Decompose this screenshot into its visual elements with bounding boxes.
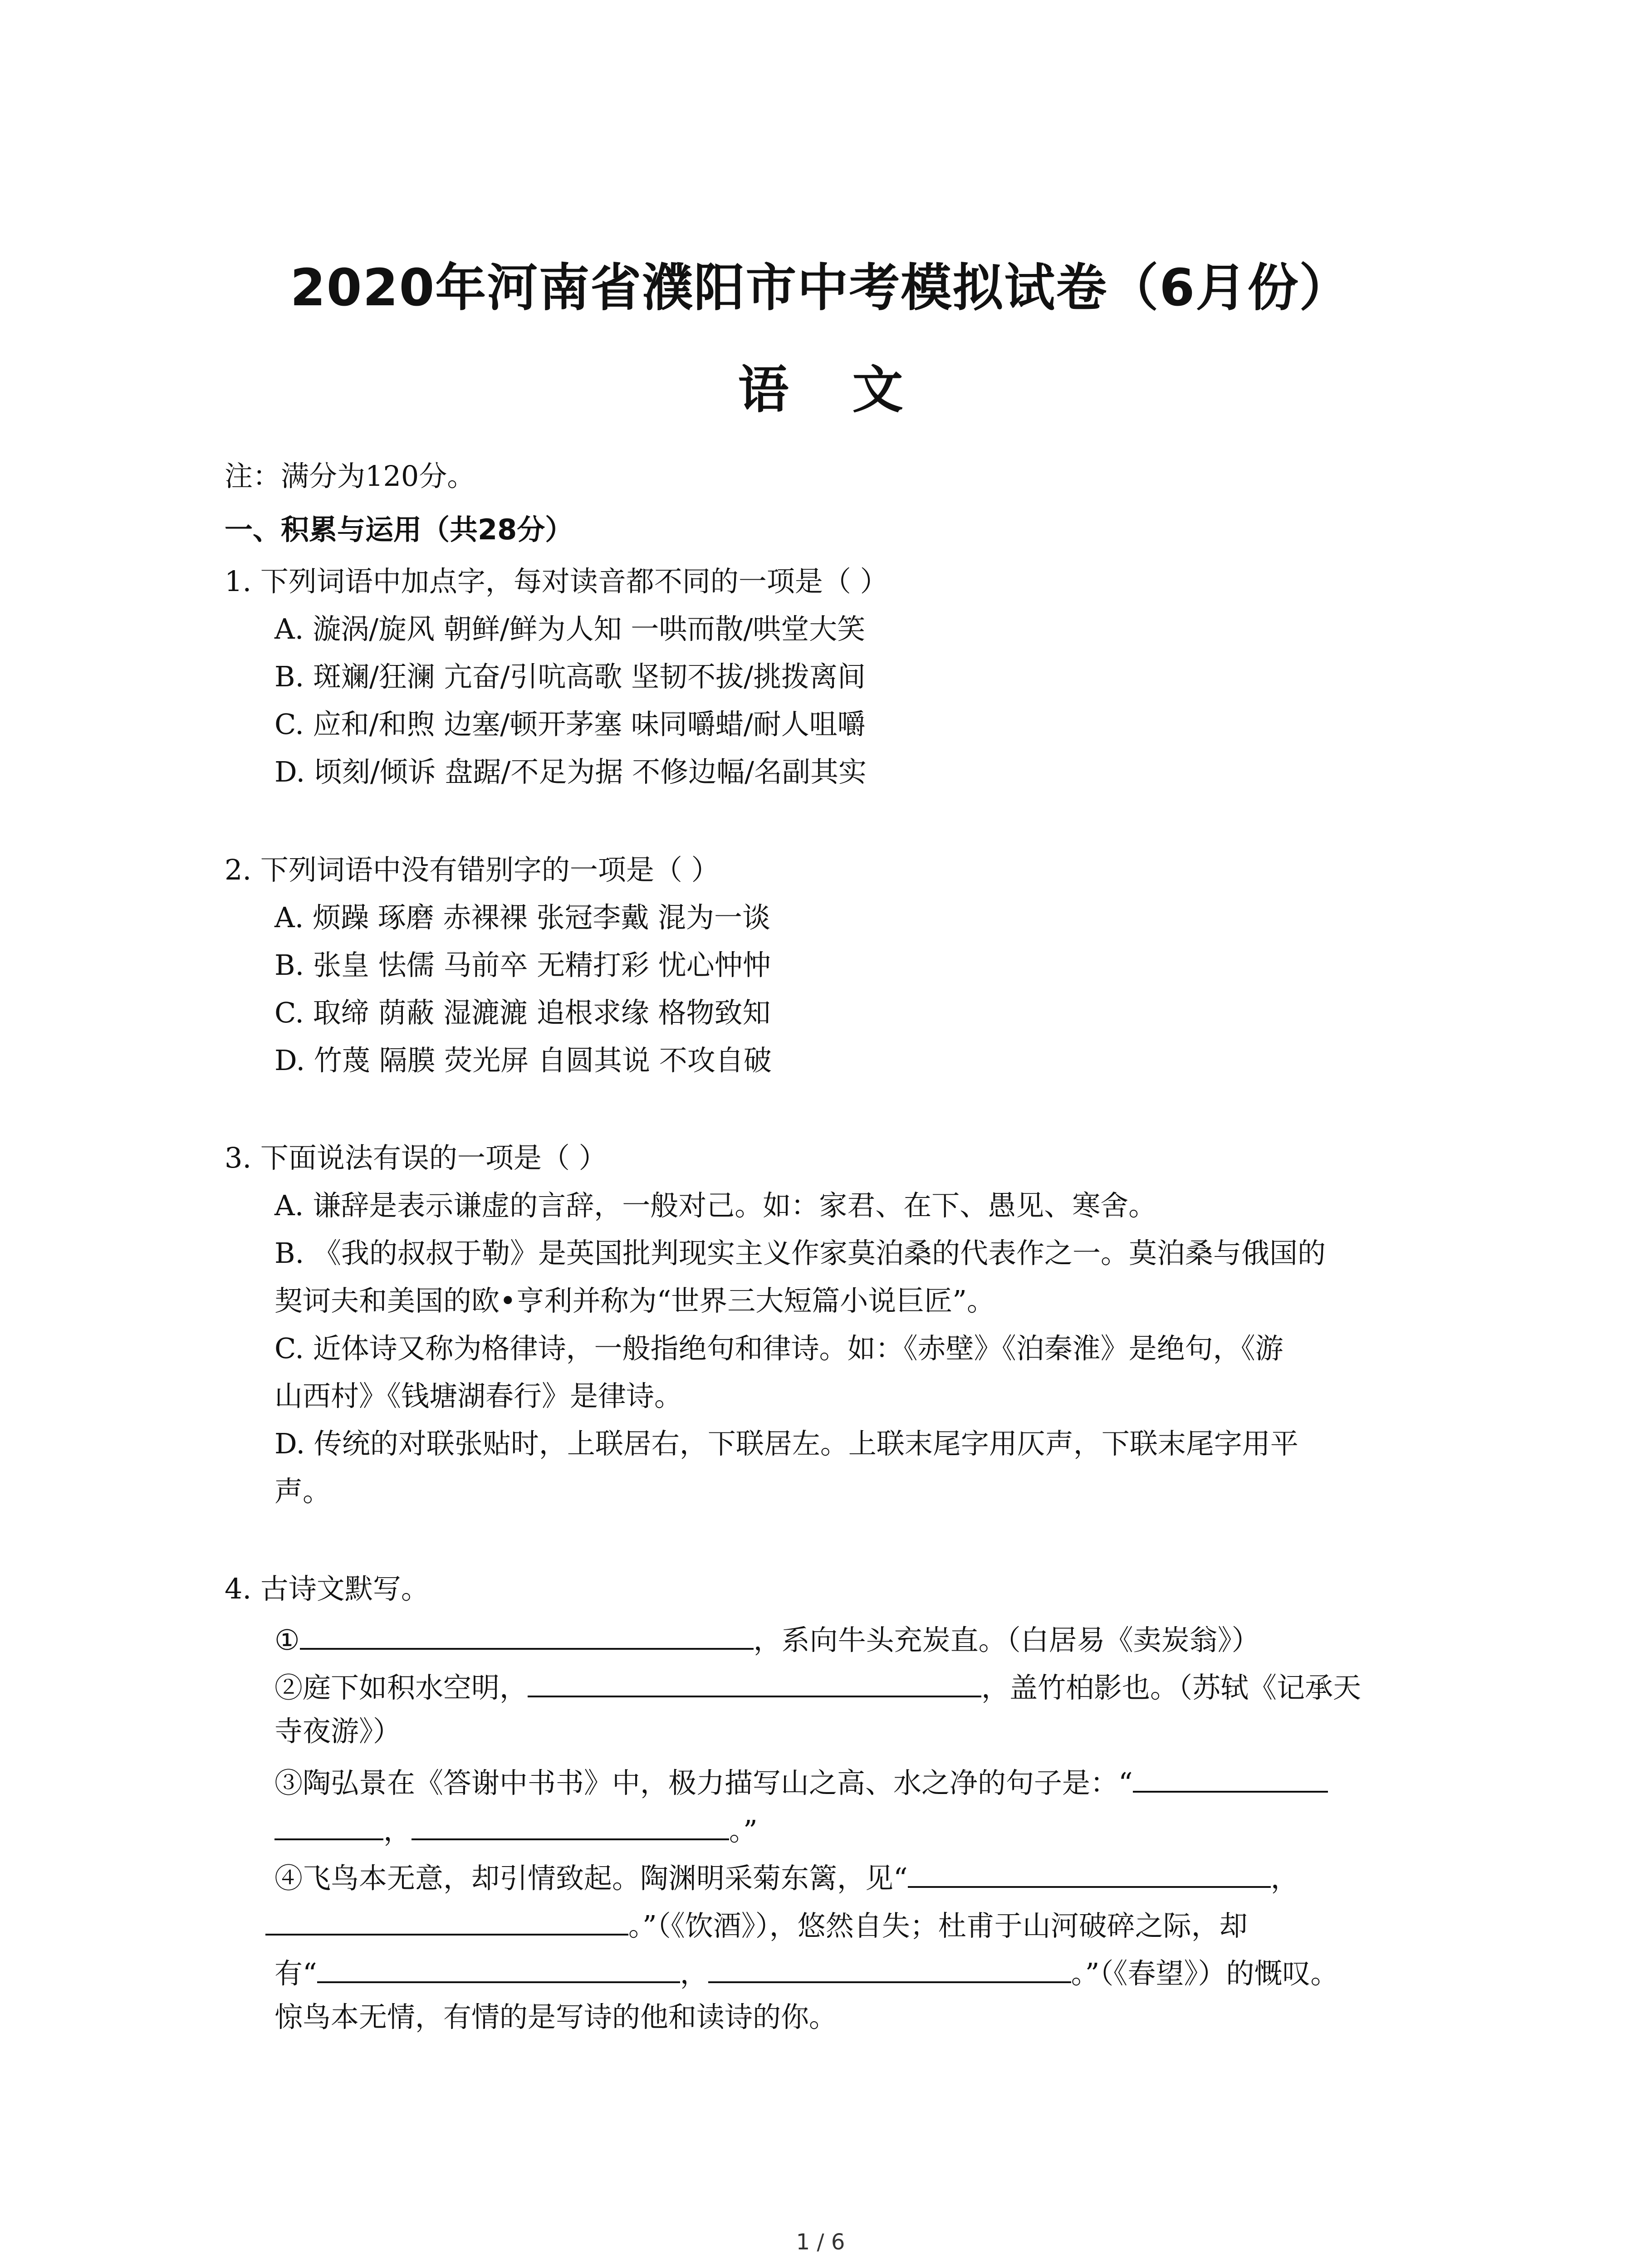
question-3-option-c: C. 近体诗又称为格律诗，一般指绝句和律诗。如：《赤壁》《泊秦淮》是绝句，《游 — [274, 1332, 1283, 1365]
recitation-text: ， — [1270, 1862, 1299, 1895]
answer-blank[interactable] — [300, 1618, 754, 1650]
recitation-line-2 — [274, 1666, 1361, 1706]
score-note: 注：满分为120分。 — [225, 459, 475, 493]
answer-blank[interactable] — [317, 1951, 680, 1983]
answer-blank[interactable] — [708, 1951, 1071, 1983]
recitation-line-4-cont2 — [274, 1951, 1338, 1992]
answer-blank[interactable] — [274, 1809, 383, 1840]
exam-title: 2020年河南省濮阳市中考模拟试卷（6月份） — [290, 259, 1351, 318]
subject-heading — [0, 349, 1641, 422]
question-1-option-c: C. 应和/和煦 边塞/顿开茅塞 味同嚼蜡/耐人咀嚼 — [274, 708, 866, 741]
recitation-text: ， — [383, 1814, 412, 1847]
question-2-option-b: B. 张皇 怯儒 马前卒 无精打彩 忧心忡忡 — [274, 948, 771, 982]
question-2-option-a: A. 烦躁 琢磨 赤裸裸 张冠李戴 混为一谈 — [274, 901, 771, 934]
question-2-option-d: D. 竹蔑 隔膜 荧光屏 自圆其说 不攻自破 — [274, 1044, 772, 1077]
question-3-stem: 3. 下面说法有误的一项是（ ） — [225, 1141, 607, 1174]
question-1-option-b: B. 斑斓/狂澜 亢奋/引吭高歌 坚韧不拔/挑拨离间 — [274, 660, 866, 693]
recitation-text: ③陶弘景在《答谢中书书》中，极力描写山之高、水之净的句子是：“ — [274, 1766, 1133, 1799]
answer-blank[interactable] — [411, 1809, 729, 1840]
question-1-option-d: D. 顷刻/倾诉 盘踞/不足为据 不修边幅/名副其实 — [274, 755, 867, 788]
recitation-text: ，系向牛头充炭直。（白居易《卖炭翁》） — [753, 1623, 1260, 1657]
subject-char-2: 文 — [852, 361, 903, 420]
answer-blank[interactable] — [908, 1856, 1271, 1888]
recitation-text: ②庭下如积水空明， — [274, 1671, 528, 1704]
question-3-option-b: B. 《我的叔叔于勒》是英国批判现实主义作家莫泊桑的代表作之一。莫泊桑与俄国的 — [274, 1237, 1326, 1270]
recitation-line-5: 惊鸟本无情，有情的是写诗的他和读诗的你。 — [274, 2000, 838, 2033]
question-2-option-c: C. 取缔 荫蔽 湿漉漉 追根求缘 格物致知 — [274, 996, 771, 1029]
answer-blank[interactable] — [528, 1666, 981, 1697]
question-3-option-c-cont: 山西村》《钱塘湖春行》是律诗。 — [274, 1379, 683, 1413]
recitation-line-1 — [274, 1618, 1260, 1658]
question-1-stem: 1. 下列词语中加点字，每对读音都不同的一项是（ ） — [225, 565, 888, 598]
recitation-line-3 — [274, 1761, 1328, 1801]
question-4-stem: 4. 古诗文默写。 — [225, 1572, 429, 1605]
recitation-text: 。”（《春望》）的慨叹。 — [1071, 1957, 1339, 1990]
recitation-line-2-cont: 寺夜游》） — [274, 1715, 402, 1748]
question-3-option-d: D. 传统的对联张贴时，上联居右，下联居左。上联末尾字用仄声，下联末尾字用平 — [274, 1427, 1298, 1460]
recitation-text: ④飞鸟本无意，却引情致起。陶渊明采菊东篱，见“ — [274, 1862, 908, 1895]
recitation-line-4-cont — [265, 1904, 1248, 1944]
question-1-option-a: A. 漩涡/旋风 朝鲜/鲜为人知 一哄而散/哄堂大笑 — [274, 612, 866, 645]
answer-blank[interactable] — [265, 1904, 628, 1936]
recitation-text: 有“ — [274, 1957, 317, 1990]
recitation-text: ，盖竹柏影也。（苏轼《记承天 — [981, 1671, 1362, 1704]
question-2-stem: 2. 下列词语中没有错别字的一项是（ ） — [225, 853, 720, 886]
page-number: 1 / 6 — [796, 2229, 845, 2255]
recitation-text: ， — [680, 1957, 708, 1990]
section-heading: 一、积累与运用（共28分） — [225, 513, 573, 546]
recitation-text: 。”（《饮酒》），悠然自失；杜甫于山河破碎之际，却 — [628, 1909, 1248, 1942]
subject-char-1: 语 — [738, 361, 789, 420]
recitation-marker-1: ① — [274, 1623, 300, 1657]
recitation-text: 。” — [729, 1814, 758, 1847]
answer-blank[interactable] — [1133, 1761, 1328, 1793]
question-3-option-b-cont: 契诃夫和美国的欧•亨利并称为“世界三大短篇小说巨匠”。 — [274, 1284, 995, 1317]
question-3-option-d-cont: 声。 — [274, 1475, 331, 1508]
recitation-line-3-cont — [274, 1809, 758, 1849]
recitation-line-4 — [274, 1856, 1299, 1897]
question-3-option-a: A. 谦辞是表示谦虚的言辞，一般对己。如：家君、在下、愚见、寒舍。 — [274, 1189, 1157, 1222]
